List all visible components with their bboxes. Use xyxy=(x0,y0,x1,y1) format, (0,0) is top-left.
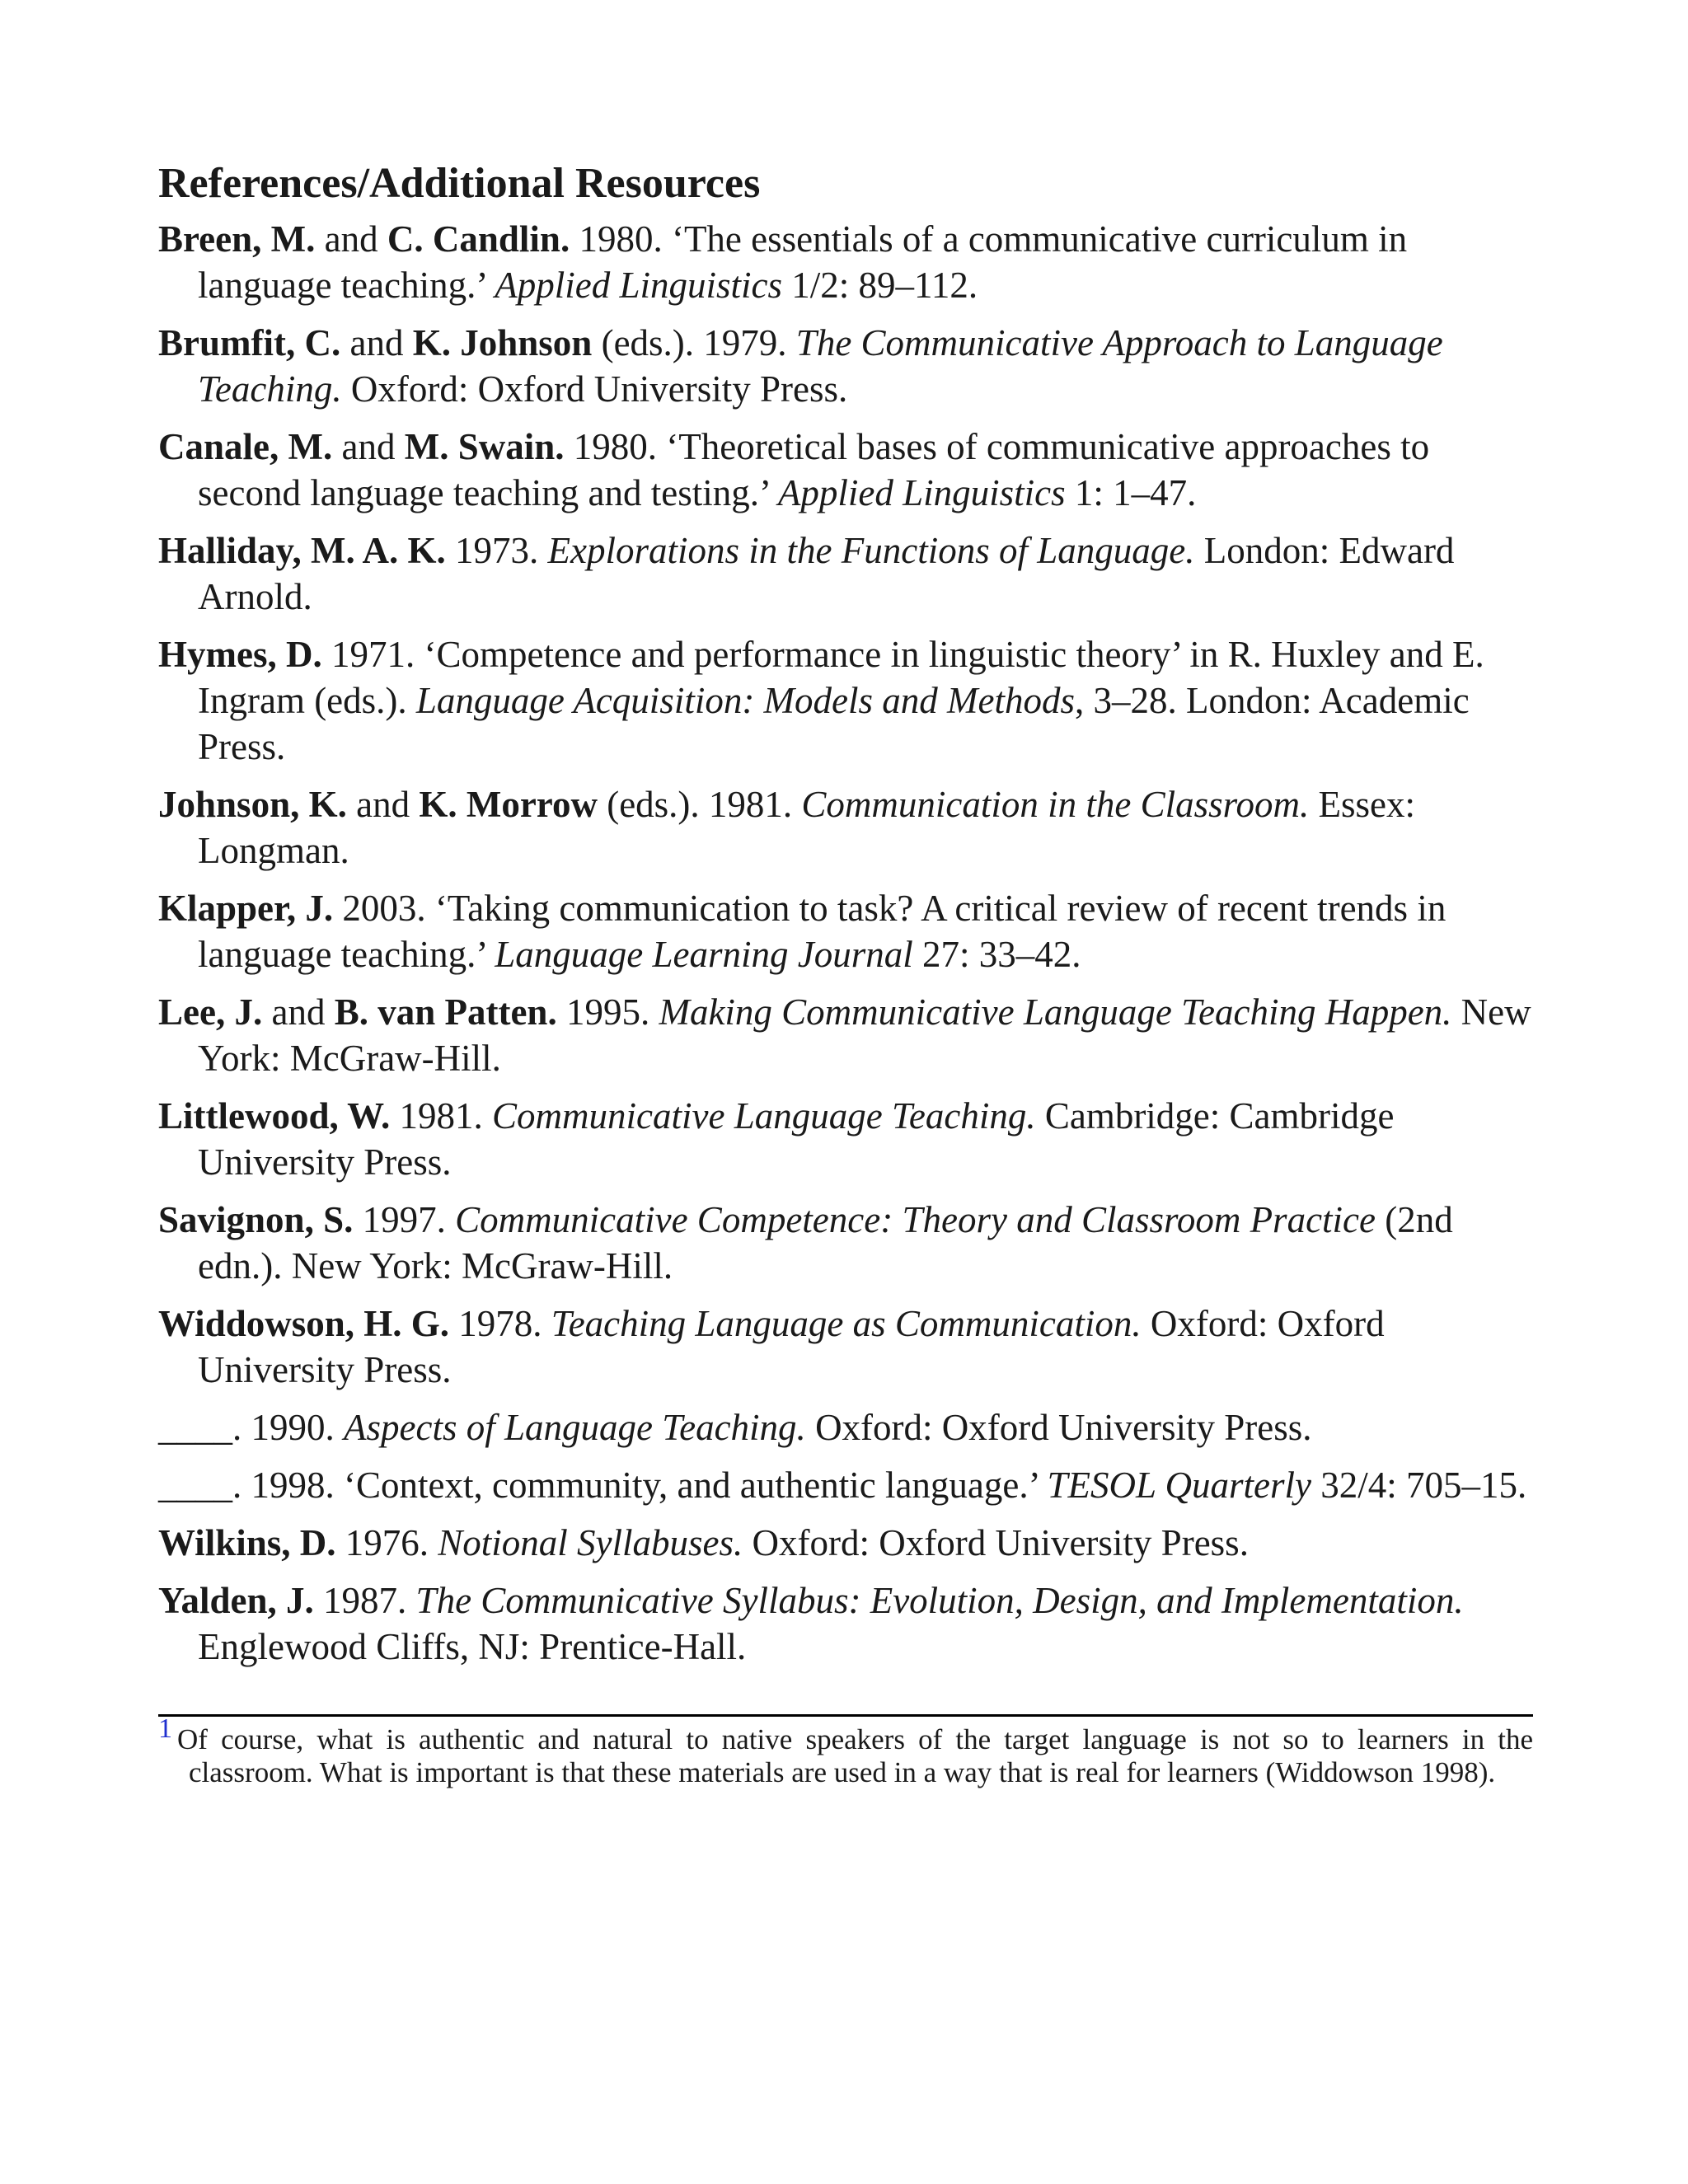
reference-entry xyxy=(158,424,1533,516)
reference-text: 1/2: 89–112. xyxy=(782,265,978,306)
reference-title: TESOL Quarterly xyxy=(1047,1465,1311,1506)
reference-author: Widdowson, H. G. xyxy=(158,1303,450,1344)
reference-author: Halliday, M. A. K. xyxy=(158,530,446,571)
reference-list xyxy=(158,216,1533,1670)
reference-title: Teaching Language as Communication. xyxy=(551,1303,1142,1344)
reference-entry xyxy=(158,320,1533,412)
reference-author: M. Swain. xyxy=(404,426,565,467)
reference-title: Language Learning Journal xyxy=(495,934,913,975)
reference-author: Breen, M. xyxy=(158,218,316,260)
reference-title: Aspects of Language Teaching. xyxy=(344,1407,806,1448)
reference-text: Oxford: Oxford University Press. xyxy=(341,368,848,410)
reference-title: The Communicative Syllabus: Evolution, Design, and Implementation. xyxy=(415,1580,1464,1621)
reference-entry xyxy=(158,216,1533,308)
reference-text: and xyxy=(340,322,413,363)
reference-text: (eds.). 1979. xyxy=(592,322,796,363)
reference-author: C. Candlin. xyxy=(387,218,570,260)
reference-author: Lee, J. xyxy=(158,991,263,1033)
reference-entry xyxy=(158,1197,1533,1289)
reference-text: and xyxy=(315,218,387,260)
reference-text: 1995. xyxy=(556,991,659,1033)
reference-entry xyxy=(158,1577,1533,1670)
reference-text: 32/4: 705–15. xyxy=(1311,1465,1527,1506)
reference-title: Making Communicative Language Teaching Happen. xyxy=(659,991,1452,1033)
reference-title: Notional Syllabuses. xyxy=(438,1522,743,1563)
reference-entry xyxy=(158,1093,1533,1185)
reference-text: 1987. xyxy=(313,1580,416,1621)
reference-text: 1980. ‘The essentials of a communicative curriculum in language teaching.’ xyxy=(198,218,1408,306)
reference-title: Applied Linguistics xyxy=(777,472,1066,513)
reference-author: Brumfit, C. xyxy=(158,322,341,363)
reference-title: Language Acquisition: Models and Methods xyxy=(415,680,1076,721)
reference-author: Wilkins, D. xyxy=(158,1522,336,1563)
reference-text: , 3–28. London: Academic Press. xyxy=(198,680,1470,767)
reference-entry xyxy=(158,1404,1533,1451)
reference-title: Communication in the Classroom. xyxy=(801,784,1310,825)
footnote xyxy=(158,1713,1533,1789)
reference-title: Explorations in the Functions of Language. xyxy=(547,530,1195,571)
document-page xyxy=(158,153,1533,1789)
reference-entry xyxy=(158,781,1533,874)
reference-text: (2nd edn.). New York: McGraw-Hill. xyxy=(198,1199,1453,1286)
reference-entry xyxy=(158,989,1533,1081)
reference-text: Englewood Cliffs, NJ: Prentice-Hall. xyxy=(198,1626,747,1667)
reference-text: 1978. xyxy=(449,1303,551,1344)
reference-text: 1973. xyxy=(445,530,548,571)
reference-author: Yalden, J. xyxy=(158,1580,314,1621)
reference-entry xyxy=(158,885,1533,977)
reference-entry xyxy=(158,1462,1533,1508)
reference-text: and xyxy=(346,784,420,825)
reference-text: Oxford: Oxford University Press. xyxy=(743,1522,1249,1563)
reference-text: 27: 33–42. xyxy=(912,934,1081,975)
reference-text: Cambridge: Cambridge University Press. xyxy=(198,1095,1395,1183)
reference-text: and xyxy=(262,991,335,1033)
footnote-marker[interactable]: 1 xyxy=(158,1713,172,1744)
reference-text: 1997. xyxy=(353,1199,456,1240)
reference-title: Communicative Language Teaching. xyxy=(492,1095,1036,1137)
reference-author: Johnson, K. xyxy=(158,784,347,825)
reference-text: 1980. ‘Theoretical bases of communicative approaches to second language teaching and testing.’ xyxy=(198,426,1430,513)
reference-text: 1: 1–47. xyxy=(1065,472,1197,513)
footnote-divider xyxy=(158,1714,1533,1717)
reference-title: Communicative Competence: Theory and Classroom Practice xyxy=(455,1199,1376,1240)
reference-author: Savignon, S. xyxy=(158,1199,354,1240)
reference-text: ____. 1990. xyxy=(158,1407,344,1448)
reference-author: B. van Patten. xyxy=(334,991,557,1033)
reference-text: London: Edward Arnold. xyxy=(198,530,1455,617)
reference-author: Klapper, J. xyxy=(158,888,334,929)
reference-text: 1981. xyxy=(390,1095,493,1137)
reference-text: and xyxy=(332,426,405,467)
reference-text: 1971. ‘Competence and performance in linguistic theory’ in R. Huxley and E. Ingram (eds.). xyxy=(198,634,1484,721)
reference-entry xyxy=(158,631,1533,770)
reference-author: K. Morrow xyxy=(419,784,598,825)
reference-text: ____. 1998. ‘Context, community, and authentic language.’ xyxy=(158,1465,1048,1506)
reference-entry xyxy=(158,1301,1533,1393)
reference-text: 2003. ‘Taking communication to task? A critical review of recent trends in language teaching.’ xyxy=(198,888,1447,975)
reference-title: Applied Linguistics xyxy=(495,265,782,306)
reference-text: (eds.). 1981. xyxy=(597,784,802,825)
reference-text: New York: McGraw-Hill. xyxy=(198,991,1531,1079)
footnote-text: Of course, what is authentic and natural to native speakers of the target language is not so to learners in the classroom. What is important is that these materials are used in a way that is real for learners (Widdowson 1998). xyxy=(177,1723,1533,1788)
reference-author: K. Johnson xyxy=(412,322,593,363)
reference-text: Oxford: Oxford University Press. xyxy=(805,1407,1312,1448)
reference-title: The Communicative Approach to Language Teaching. xyxy=(198,322,1443,410)
reference-text: 1976. xyxy=(335,1522,438,1563)
section-heading: References/Additional Resources xyxy=(158,160,761,207)
reference-author: Littlewood, W. xyxy=(158,1095,391,1137)
reference-text: Essex: Longman. xyxy=(198,784,1416,871)
reference-text: Oxford: Oxford University Press. xyxy=(198,1303,1385,1390)
reference-entry xyxy=(158,527,1533,620)
reference-author: Canale, M. xyxy=(158,426,333,467)
reference-entry xyxy=(158,1520,1533,1566)
reference-author: Hymes, D. xyxy=(158,634,322,675)
